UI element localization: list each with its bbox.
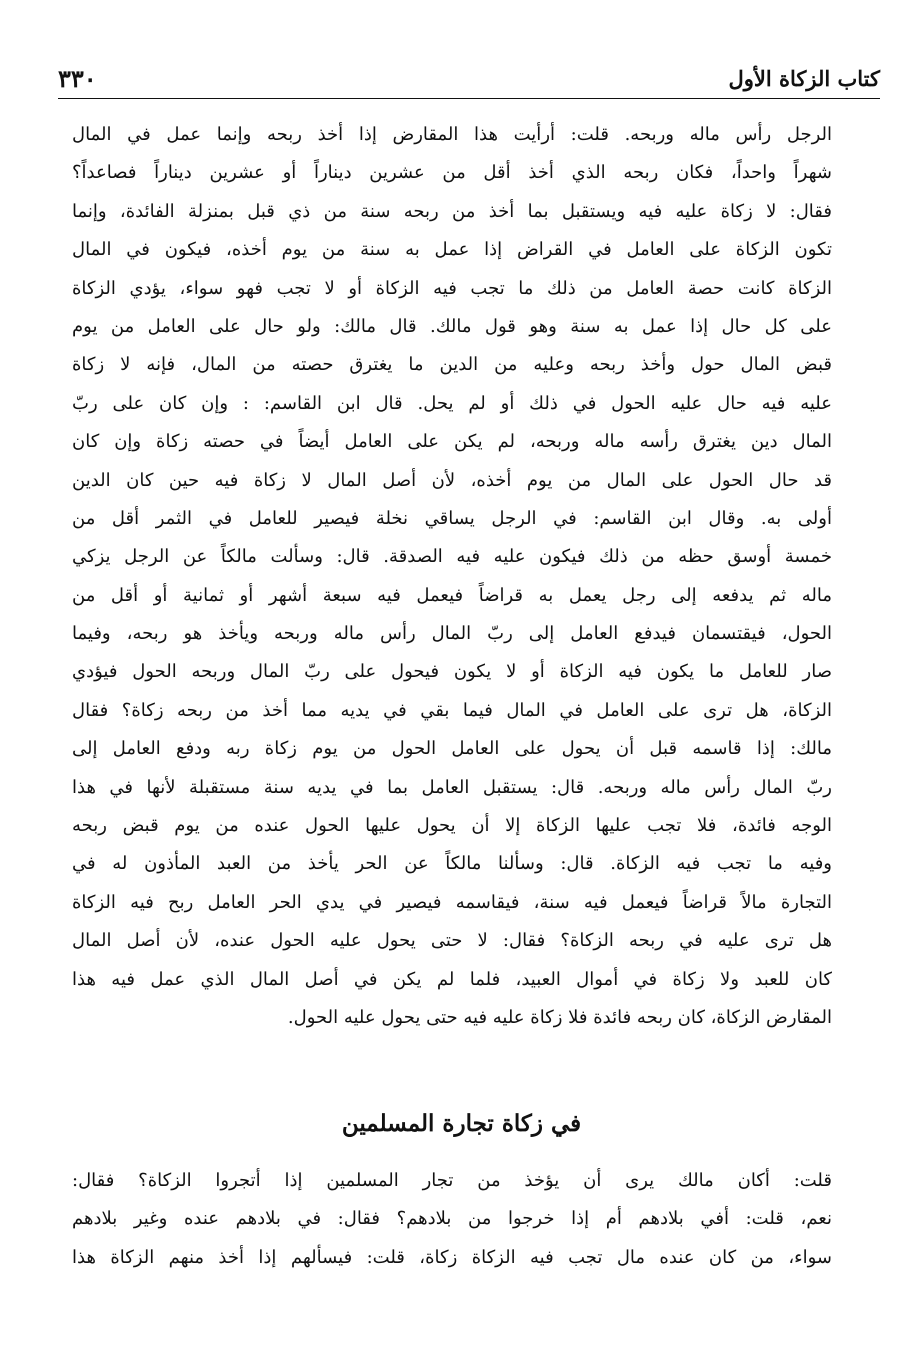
section-paragraph <box>72 1162 832 1277</box>
section-heading: في زكاة تجارة المسلمين <box>341 1110 582 1137</box>
text-line: كان للعبد ولا زكاة في أموال العبيد، فلما لم يكن في أصل المال الذي عمل فيه هذا <box>72 968 832 990</box>
text-line: ربّ المال رأس ماله وربحه. قال: يستقبل العامل بما في يديه سنة مستقبلة لأنها في هذا <box>72 776 832 798</box>
text-line: فقال: لا زكاة عليه فيه ويستقبل بما أخذ من ربحه سنة من ذي قبل بمنزلة الفائدة، وإنما <box>72 200 832 222</box>
text-line: ماله ثم يدفعه إلى رجل يعمل به قراضاً فيعمل فيه سبعة أشهر أو ثمانية أو أقل من <box>72 584 832 606</box>
text-line: التجارة مالاً قراضاً فيعمل فيه سنة، فيقاسمه فيصير في يدي الحر العامل ربح فيه الزكاة <box>72 891 832 913</box>
text-line: الزكاة كانت حصة العامل من ذلك ما تجب فيه الزكاة أو لا تجب فهو سواء، يؤدي الزكاة <box>72 277 832 299</box>
text-line: المقارض الزكاة، كان ربحه فائدة فلا زكاة عليه فيه حتى يحول عليه الحول. <box>287 1006 832 1028</box>
text-line: على كل حال إذا عمل به سنة وهو قول مالك. قال مالك: ولو حال على العامل من يوم <box>72 315 832 337</box>
main-paragraph <box>72 116 832 1037</box>
text-line: أولى به. وقال ابن القاسم: في الرجل يساقي نخلة فيصير للعامل في الثمر أقل من <box>72 507 832 529</box>
page-header <box>58 58 880 99</box>
text-line: هل ترى عليه في ربحه الزكاة؟ فقال: لا حتى يحول عليه الحول عنده، لأن أصل المال <box>72 930 832 952</box>
text-line: تكون الزكاة على العامل في القراض إذا عمل به سنة من يوم أخذه، فيكون في المال <box>72 239 832 261</box>
book-title: كتاب الزكاة الأول <box>728 65 880 91</box>
text-line: وفيه ما تجب فيه الزكاة. قال: وسألنا مالكاً عن الحر يأخذ من العبد المأذون له في <box>72 853 832 875</box>
text-line: المال دين يغترق رأسه ماله وربحه، لم يكن على العامل أيضاً في حصته زكاة وإن كان <box>72 431 832 453</box>
text-line: قد حال الحول على المال من يوم أخذه، لأن أصل المال لا زكاة فيه حين كان الدين <box>72 469 832 491</box>
text-line: نعم، قلت: أفي بلادهم أم إذا خرجوا من بلادهم؟ فقال: في بلادهم عنده وغير بلادهم <box>72 1208 832 1230</box>
text-line: شهراً واحداً، فكان ربحه الذي أخذ أقل من عشرين ديناراً أو عشرين ديناراً فصاعداً؟ <box>72 162 832 184</box>
text-line: الحول، فيقتسمان فيدفع العامل إلى ربّ المال رأس ماله وربحه ويأخذ هو ربحه، وفيما <box>72 623 832 645</box>
text-line: الرجل رأس ماله وربحه. قلت: أرأيت هذا المقارض إذا أخذ ربحه وإنما عمل في المال <box>72 124 832 145</box>
text-line: سواء، من كان عنده مال تجب فيه الزكاة زكاة، قلت: فيسألهم إذا أخذ منهم الزكاة هذا <box>72 1246 832 1268</box>
text-line: عليه فيه حال عليه الحول في ذلك أو لم يحل. قال ابن القاسم: : وإن كان على ربّ <box>72 392 832 414</box>
text-line: صار للعامل ما يكون فيه الزكاة أو لا يكون فيحول على ربّ المال وربحه الحول فيؤدي <box>72 661 832 683</box>
text-line: الزكاة، هل ترى على العامل في المال فيما بقي في يديه مما أخذ من ربحه زكاة؟ فقال <box>72 699 832 721</box>
text-line: قلت: أكان مالك يرى أن يؤخذ من تجار المسلمين إذا أتجروا الزكاة؟ فقال: <box>72 1170 832 1191</box>
page-number: ٣٣٠ <box>58 63 97 93</box>
text-line: قبض المال حول وأخذ ربحه وعليه من الدين ما يغترق حصته من المال، فإنه لا زكاة <box>72 354 832 376</box>
text-line: مالك: إذا قاسمه قبل أن يحول على العامل الحول من يوم زكاة ربه ودفع العامل إلى <box>72 738 832 760</box>
text-line: الوجه فائدة، فلا تجب عليها الزكاة إلا أن يحول عليها الحول عنده من يوم قبض ربحه <box>72 815 832 837</box>
text-line: خمسة أوسق حظه من ذلك فيكون عليه فيه الصدقة. قال: وسألت مالكاً عن الرجل يزكي <box>72 546 832 568</box>
